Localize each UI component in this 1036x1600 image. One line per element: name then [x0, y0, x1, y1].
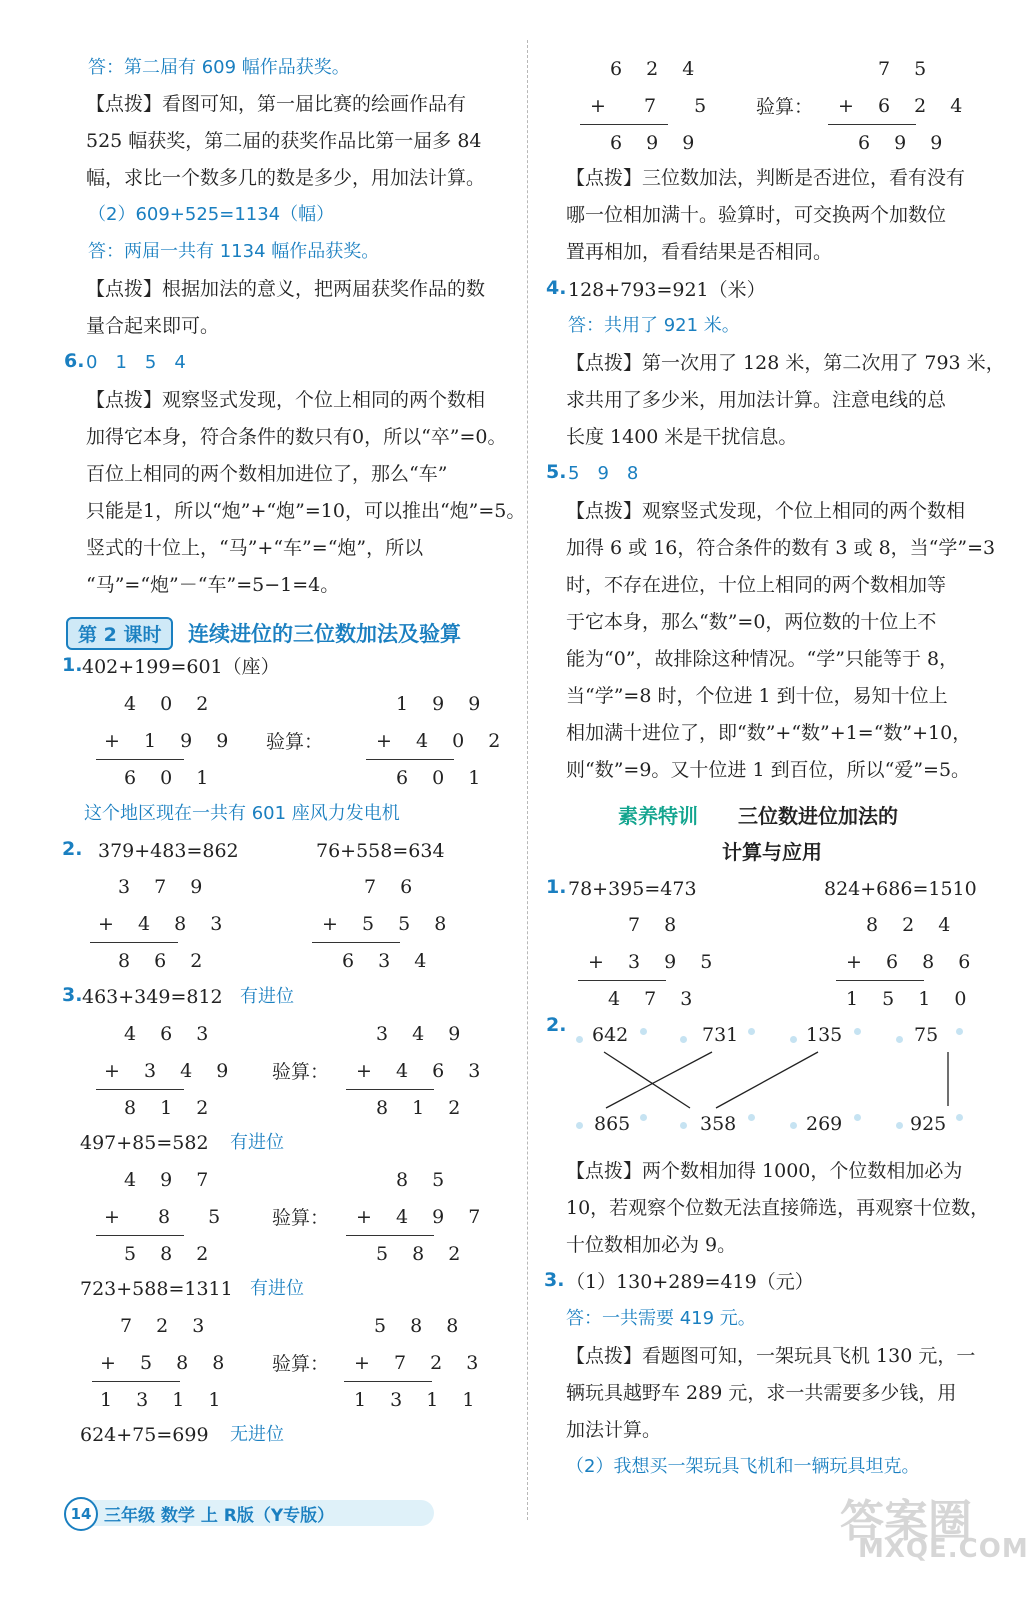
question-number: 5. [546, 461, 567, 483]
match-top-number: 135 [806, 1024, 843, 1046]
tip-line: “马”=“炮”－“车”=5−1=4。 [86, 574, 340, 596]
tip-line: 置再相加，看看结果是否相同。 [566, 241, 833, 263]
tip-line: 于它本身，那么“数”=0，两位数的十位上不 [566, 611, 937, 633]
answer-line: 答：两届一共有 1134 幅作品获奖。 [88, 241, 380, 262]
equation-line: 78+395=473 [568, 878, 697, 900]
vertical-addend: 4 6 3 [124, 1023, 218, 1045]
vertical-sum: 5 8 2 [124, 1243, 218, 1265]
tip-line: 求共用了多少米，用加法计算。注意电线的总 [566, 389, 947, 411]
check-label: 验算： [272, 1207, 330, 1229]
vertical-sum: 1 3 1 1 [100, 1389, 230, 1411]
decor-dot [576, 1036, 583, 1043]
tip-line: 【点拨】两个数相加得 1000，个位数相加必为 [566, 1160, 963, 1182]
decor-dot [956, 1028, 963, 1035]
decor-dot [640, 1028, 647, 1035]
vertical-sum: 8 1 2 [376, 1097, 470, 1119]
match-bottom-number: 865 [594, 1113, 631, 1135]
vertical-sum: 4 7 3 [608, 988, 702, 1010]
vertical-sum: 1 3 1 1 [354, 1389, 484, 1411]
training-tag: 素养特训 [618, 804, 698, 828]
equation-line: 128+793=921（米） [568, 279, 766, 301]
footer-book-title: 三年级 数学 上 R版（Y专版） [104, 1506, 335, 1526]
vertical-sum: 1 5 1 0 [846, 988, 976, 1010]
question-number: 1. [546, 876, 567, 898]
vertical-addend: + 6 8 6 [846, 951, 980, 973]
answer-line: 这个地区现在一共有 601 座风力发电机 [84, 803, 400, 824]
vertical-addend: + 8 5 [104, 1206, 230, 1228]
decor-dot [576, 1122, 583, 1129]
decor-dot [854, 1114, 861, 1121]
page-number: 14 [64, 1497, 98, 1531]
tip-line: 百位上相同的两个数相加进位了，那么“车” [86, 463, 448, 485]
equation-line: 824+686=1510 [824, 878, 977, 900]
tip-line: 时，不存在进位，十位上相同的两个数相加等 [566, 574, 947, 596]
tip-line: 当“学”=8 时，个位进 1 到十位，易知十位上 [566, 685, 948, 707]
training-title: 计算与应用 [722, 840, 822, 864]
answer-line: 答：第二届有 609 幅作品获奖。 [88, 57, 350, 78]
match-bottom-number: 925 [910, 1113, 947, 1135]
vertical-addend: 7 2 3 [120, 1315, 214, 1337]
vertical-addend: 7 6 [364, 876, 422, 898]
equation-line: （1）130+289=419（元） [566, 1271, 814, 1293]
question-number: 6. [64, 350, 85, 372]
tip-line: 相加满十进位了，即“数”+“数”+1=“数”+10， [566, 722, 972, 744]
tip-line: 长度 1400 米是干扰信息。 [566, 426, 798, 448]
equation-line: 723+588=1311 [80, 1278, 233, 1300]
tip-line: 辆玩具越野车 289 元，求一共需要多少钱，用 [566, 1382, 957, 1404]
tip-line: 10，若观察个位数无法直接筛选，再观察十位数， [566, 1197, 990, 1219]
match-line [606, 1052, 712, 1108]
question-number: 4. [546, 277, 567, 299]
watermark-url: MXQE.COM [858, 1534, 1029, 1564]
tip-line: 【点拨】第一次用了 128 米，第二次用了 793 米， [566, 352, 1005, 374]
equation-line: 402+199=601（座） [82, 656, 280, 678]
equation-line: （2）609+525=1134（幅） [88, 204, 335, 225]
vertical-addend: 3 4 9 [376, 1023, 470, 1045]
vertical-addend: 1 9 9 [396, 693, 490, 715]
tip-line: 【点拨】根据加法的意义，把两届获奖作品的数 [86, 278, 486, 300]
decor-dot [790, 1122, 797, 1129]
carry-note: 有进位 [240, 986, 294, 1007]
vertical-addend: + 7 5 [590, 95, 716, 117]
tip-line: 竖式的十位上，“马”+“车”=“炮”，所以 [86, 537, 424, 559]
equation-line: 379+483=862 [98, 840, 239, 862]
vertical-addend: + 4 8 3 [98, 913, 232, 935]
carry-note: 有进位 [250, 1278, 304, 1299]
answer-line: （2）我想买一架玩具飞机和一辆玩具坦克。 [566, 1456, 920, 1477]
decor-dot [748, 1114, 755, 1121]
check-label: 验算： [756, 96, 814, 118]
check-label: 验算： [272, 1353, 330, 1375]
answer-line: 答：一共需要 419 元。 [566, 1308, 756, 1329]
match-line [716, 1052, 818, 1108]
vertical-addend: 3 7 9 [118, 876, 212, 898]
decor-dot [896, 1036, 903, 1043]
equation-line: 76+558=634 [316, 840, 445, 862]
vertical-sum: 6 0 1 [124, 767, 218, 789]
vertical-addend: + 5 5 8 [322, 913, 456, 935]
question-number: 3. [62, 984, 83, 1006]
vertical-addend: 7 5 [878, 58, 936, 80]
question-number: 3. [544, 1269, 565, 1291]
match-bottom-number: 358 [700, 1113, 737, 1135]
tip-line: 加得它本身，符合条件的数只有0，所以“卒”=0。 [86, 426, 507, 448]
tip-line: 则“数”=9。又十位进 1 到百位，所以“爱”=5。 [566, 759, 971, 781]
tip-line: 【点拨】观察竖式发现，个位上相同的两个数相 [86, 389, 486, 411]
tip-line: 【点拨】观察竖式发现，个位上相同的两个数相 [566, 500, 966, 522]
vertical-sum: 8 1 2 [124, 1097, 218, 1119]
tip-line: 加法计算。 [566, 1419, 662, 1441]
equation-line: 624+75=699 [80, 1424, 209, 1446]
vertical-sum: 6 3 4 [342, 950, 436, 972]
vertical-addend: + 7 2 3 [354, 1352, 488, 1374]
vertical-addend: 8 2 4 [866, 914, 960, 936]
tip-line: 能为“0”，故排除这种情况。“学”只能等于 8， [566, 648, 959, 670]
vertical-sum: 6 0 1 [396, 767, 490, 789]
check-label: 验算： [266, 731, 324, 753]
question-number: 2. [546, 1014, 567, 1036]
vertical-sum: 6 9 9 [858, 132, 952, 154]
match-line [604, 1052, 690, 1108]
vertical-addend: 7 8 [628, 914, 686, 936]
answer-digits: 5 9 8 [568, 463, 639, 484]
match-top-number: 75 [914, 1024, 939, 1046]
answer-digits: 0 1 5 4 [86, 352, 186, 373]
equation-line: 463+349=812 [82, 986, 223, 1008]
match-top-number: 731 [702, 1024, 739, 1046]
vertical-addend: + 1 9 9 [104, 730, 238, 752]
decor-dot [956, 1114, 963, 1121]
tip-line: 525 幅获奖，第二届的获奖作品比第一届多 84 [86, 130, 482, 152]
tip-line: 量合起来即可。 [86, 315, 220, 337]
vertical-addend: + 6 2 4 [838, 95, 972, 117]
vertical-sum: 6 9 9 [610, 132, 704, 154]
tip-line: 十位数相加必为 9。 [566, 1234, 737, 1256]
tip-line: 幅，求比一个数多几的数是多少，用加法计算。 [86, 167, 486, 189]
answer-line: 答：共用了 921 米。 [568, 315, 740, 336]
decor-dot [790, 1036, 797, 1043]
vertical-addend: 6 2 4 [610, 58, 704, 80]
vertical-sum: 5 8 2 [376, 1243, 470, 1265]
tip-line: 加得 6 或 16，符合条件的数有 3 或 8，当“学”=3 [566, 537, 996, 559]
training-title: 三位数进位加法的 [738, 804, 898, 828]
decor-dot [854, 1028, 861, 1035]
vertical-addend: + 3 9 5 [588, 951, 722, 973]
vertical-addend: 4 0 2 [124, 693, 218, 715]
watermark-logo: 答案圈 [840, 1496, 972, 1547]
tip-line: 【点拨】看题图可知，一架玩具飞机 130 元，一 [566, 1345, 976, 1367]
vertical-addend: 8 5 [396, 1169, 454, 1191]
decor-dot [680, 1036, 687, 1043]
check-label: 验算： [272, 1061, 330, 1083]
vertical-addend: + 5 8 8 [100, 1352, 234, 1374]
vertical-addend: 5 8 8 [374, 1315, 468, 1337]
vertical-addend: + 3 4 9 [104, 1060, 238, 1082]
decor-dot [680, 1122, 687, 1129]
match-top-number: 642 [592, 1024, 629, 1046]
lesson-tag: 第 2 课时 [66, 617, 173, 650]
vertical-addend: 4 9 7 [124, 1169, 218, 1191]
question-number: 2. [62, 838, 83, 860]
vertical-addend: + 4 9 7 [356, 1206, 490, 1228]
question-number: 1. [62, 654, 83, 676]
carry-note: 有进位 [230, 1132, 284, 1153]
vertical-sum: 8 6 2 [118, 950, 212, 972]
tip-line: 只能是1，所以“炮”+“炮”=10，可以推出“炮”=5。 [86, 500, 526, 522]
tip-line: 【点拨】三位数加法，判断是否进位，看有没有 [566, 167, 966, 189]
vertical-addend: + 4 6 3 [356, 1060, 490, 1082]
decor-dot [896, 1122, 903, 1129]
match-bottom-number: 269 [806, 1113, 843, 1135]
tip-line: 哪一位相加满十。验算时，可交换两个加数位 [566, 204, 947, 226]
equation-line: 497+85=582 [80, 1132, 209, 1154]
decor-dot [748, 1028, 755, 1035]
lesson-title: 连续进位的三位数加法及验算 [188, 622, 461, 646]
carry-note: 无进位 [230, 1424, 284, 1445]
decor-dot [640, 1114, 647, 1121]
tip-line: 【点拨】看图可知，第一届比赛的绘画作品有 [86, 93, 467, 115]
vertical-addend: + 4 0 2 [376, 730, 510, 752]
